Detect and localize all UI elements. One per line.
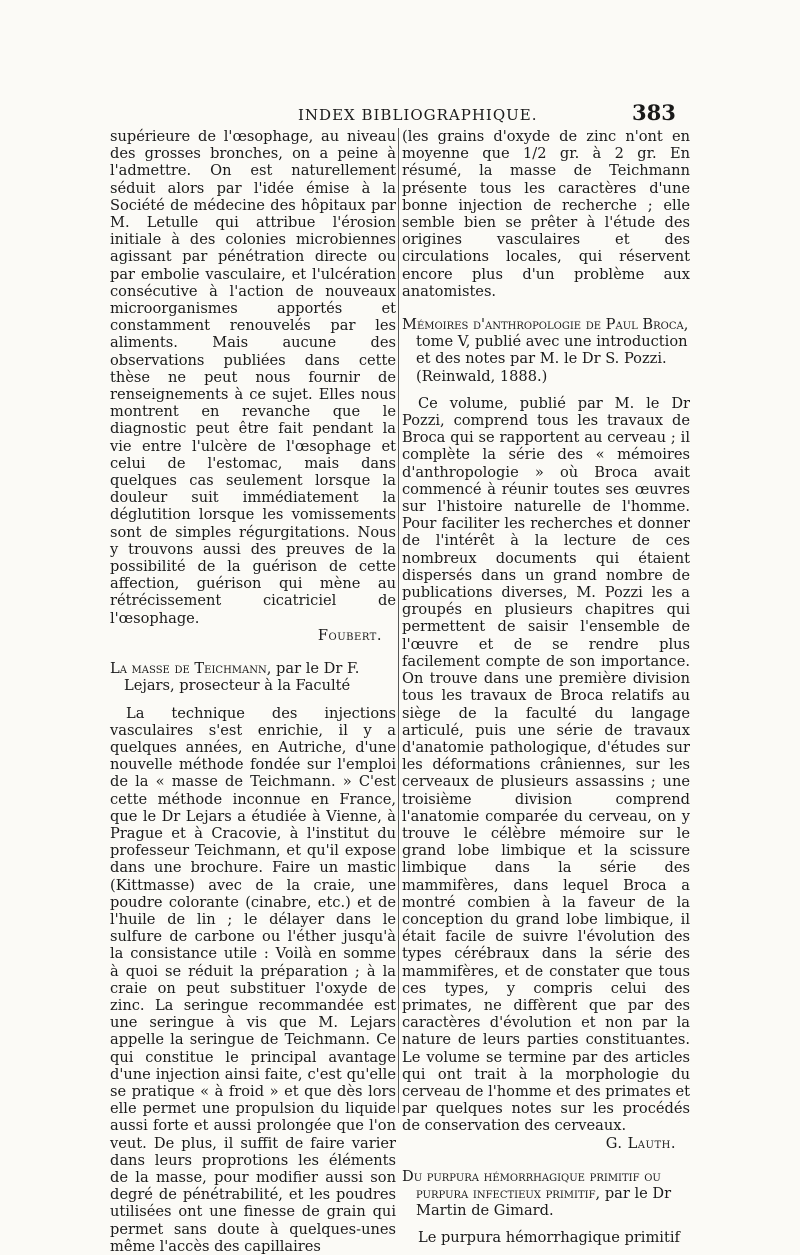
page-header (0, 100, 800, 130)
entry-title: Mémoires d'anthropologie de Paul Broca, (402, 316, 688, 333)
signature-foubert: Foubert. (110, 627, 396, 644)
entry-author: par le Dr F. Lejars, prosecteur à la Faculté (124, 660, 359, 694)
body-paragraph: Le purpura hémorrhagique primitif (402, 1229, 690, 1246)
right-column (402, 128, 690, 1247)
page-number: 383 (632, 100, 676, 125)
entry-title: Du purpura hémorrhagique primitif ou purpura infectieux primitif, (402, 1168, 661, 1202)
signature-lauth: G. Lauth. (402, 1135, 690, 1152)
running-head: INDEX BIBLIOGRAPHIQUE. (298, 106, 538, 124)
left-column (110, 128, 396, 1255)
entry-author: par le Dr Martin de Gimard. (416, 1185, 671, 1219)
body-paragraph: La technique des injections vasculaires s'est enrichie, il y a quelques années, en Autriche, d'une nouvelle méthode fondée sur l'emploi de la « masse de Teichmann. » C'est cette méthode inconnue en France, que le Dr Lejars a étudiée à Vienne, à Prague et à Cracovie, à l'institut du professeur Teichmann, et qu'il expose dans une brochure. Faire un mastic (Kittmasse) avec de la craie, une poudre colorante (cinabre, etc.) et de l'huile de lin ; le délayer dans le sulfure de carbone ou l'éther jusqu'à la consistance utile : Voilà en somme à quoi se réduit la préparation ; à la craie on peut substituer l'oxyde de zinc. La seringue recommandée est une seringue à vis que M. Lejars appelle la seringue de Teichmann. Ce qui constitue le principal avantage d'une injection ainsi faite, c'est qu'elle se pratique « à froid » et que dès lors elle permet une propulsion du liquide aussi forte et aussi prolongée que l'on veut. De plus, il suffit de faire varier dans leurs proprotions les éléments de la masse, pour modifier aussi son degré de pénétrabilité, et les poudres utilisées ont une finesse de grain qui permet sans doute à quelques-unes même l'accès des capillaires (110, 705, 396, 1255)
entry-details: tome V, publié avec une introduction et des notes par M. le Dr S. Pozzi. (Reinwald, 1888.) (416, 333, 688, 384)
entry-heading-broca (402, 316, 690, 385)
entry-title: La masse de Teichmann, (110, 660, 271, 677)
body-paragraph: Ce volume, publié par M. le Dr Pozzi, comprend tous les travaux de Broca qui se rapportent au cerveau ; il complète la série des « mémoires d'anthropologie » où Broca avait commencé à réunir toutes ses œuvres sur l'histoire naturelle de l'homme. Pour faciliter les recherches et donner de l'intérêt à la lecture de ces nombreux documents qui étaient dispersés dans un grand nombre de publications diverses, M. Pozzi les a groupés en plusieurs chapitres qui permettent de saisir l'ensemble de l'œuvre et de se rendre plus facilement compte de son importance. On trouve dans une première division tous les travaux de Broca relatifs au siège de la faculté du langage articulé, puis une série de travaux d'anatomie pathologique, d'études sur les déformations crâniennes, sur les cerveaux de plusieurs assassins ; une troisième division comprend l'anatomie comparée du cerveau, on y trouve le célèbre mémoire sur le grand lobe limbique et la scissure limbique dans la série des mammifères, dans lequel Broca a montré combien à la faveur de la conception du grand lobe limbique, il était facile de suivre l'évolution des types cérébraux dans la série des mammifères, et de constater que tous ces types, y compris celui des primates, ne diffèrent que par des caractères d'évolution et non par la nature de leurs parties constituantes. Le volume se termine par des articles qui ont trait à la morphologie du cerveau de l'homme et des primates et par quelques notes sur les procédés de conservation des cerveaux. (402, 395, 690, 1135)
body-paragraph: (les grains d'oxyde de zinc n'ont en moyenne que 1/2 gr. à 2 gr. En résumé, la masse de Teichmann présente tous les caractères d'une bonne injection de recherche ; elle semble bien se prêter à l'étude des origines vasculaires et des circulations locales, qui réservent encore plus d'un problème aux anatomistes. (402, 128, 690, 300)
entry-heading-purpura (402, 1168, 690, 1220)
entry-heading-teichmann (110, 660, 396, 694)
column-divider (398, 128, 399, 1113)
body-paragraph: supérieure de l'œsophage, au niveau des grosses bronches, on a peine à l'admettre. On est naturellement séduit alors par l'idée émise à la Société de médecine des hôpitaux par M. Letulle qui attribue l'érosion initiale à des colonies microbiennes agissant par pénétration directe ou par embolie vasculaire, et l'ulcération consécutive à l'action de nouveaux microorganismes apportés et constamment renouvelés par les aliments. Mais aucune des observations publiées dans cette thèse ne peut nous fournir de renseignements à ce sujet. Elles nous montrent en revanche que le diagnostic peut être fait pendant la vie entre l'ulcère de l'œsophage et celui de l'estomac, mais dans quelques cas seulement lorsque la douleur suit immédiatement la déglutition lorsque les vomissements sont de simples régurgitations. Nous y trouvons aussi des preuves de la possibilité de la guérison de cette affection, guérison qui mène au rétrécissement cicatriciel de l'œsophage. (110, 128, 396, 627)
